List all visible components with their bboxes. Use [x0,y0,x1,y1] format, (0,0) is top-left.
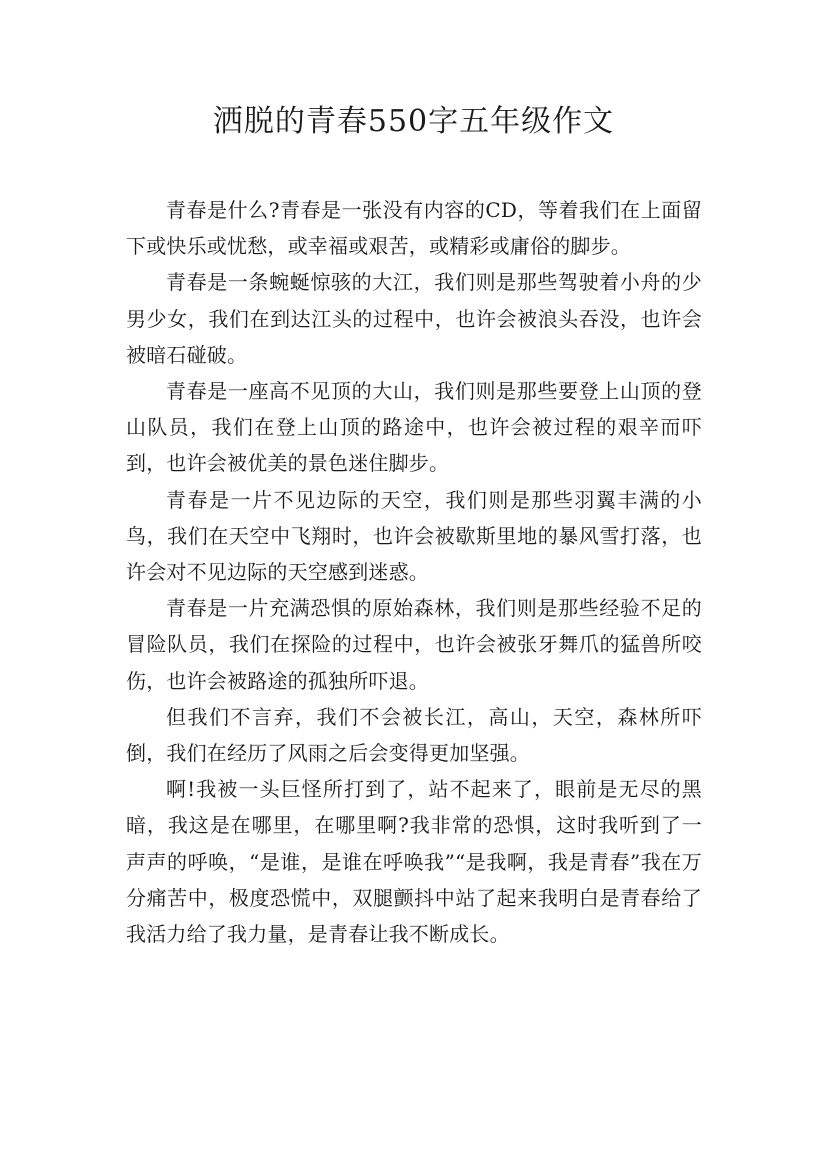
paragraph-2: 青春是一条蜿蜒惊骇的大江，我们则是那些驾驶着小舟的少男少女，我们在到达江头的过程中，也许会被浪头吞没，也许会被暗石碰破。 [126,270,702,367]
paragraph-1: 青春是什么?青春是一张没有内容的CD，等着我们在上面留下或快乐或忧愁，或幸福或艰苦，或精彩或庸俗的脚步。 [126,198,702,259]
paragraph-7: 啊!我被一头巨怪所打到了，站不起来了，眼前是无尽的黑暗，我这是在哪里，在哪里啊?我非常的恐惧，这时我听到了一声声的呼唤，“是谁，是谁在呼唤我”“是我啊，我是青春”我在万分痛苦中，极度恐慌中，双腿颤抖中站了起来我明白是青春给了我活力给了我力量，是青春让我不断成长。 [126,777,702,947]
paragraph-3: 青春是一座高不见顶的大山，我们则是那些要登上山顶的登山队员，我们在登上山顶的路途中，也许会被过程的艰辛而吓到，也许会被优美的景色迷住脚步。 [126,379,702,476]
paragraph-4: 青春是一片不见边际的天空，我们则是那些羽翼丰满的小鸟，我们在天空中飞翔时，也许会被歇斯里地的暴风雪打落，也许会对不见边际的天空感到迷惑。 [126,487,702,585]
paragraph-6: 但我们不言弃，我们不会被长江，高山，天空，森林所吓倒，我们在经历了风雨之后会变得更加坚强。 [126,704,702,766]
essay-body [126,192,702,952]
page-title: 洒脱的青春550字五年级作文 [212,104,615,139]
paragraph-5: 青春是一片充满恐惧的原始森林，我们则是那些经验不足的冒险队员，我们在探险的过程中，也许会被张牙舞爪的猛兽所咬伤，也许会被路途的孤独所吓退。 [126,596,702,693]
